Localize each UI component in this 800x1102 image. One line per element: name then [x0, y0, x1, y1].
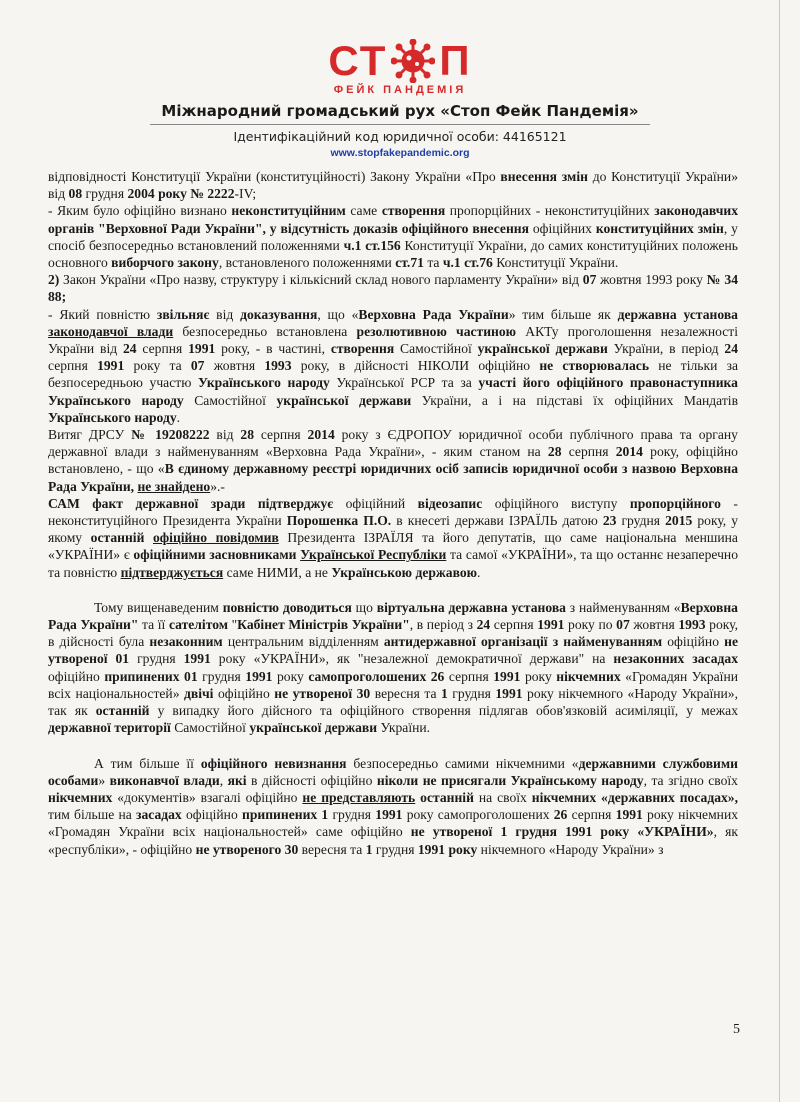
text-run: відеозапис	[417, 495, 483, 511]
text-run: центральним відділенням	[222, 634, 384, 650]
text-run: А тим більше її	[94, 755, 201, 771]
text-run: двічі	[184, 685, 214, 701]
paragraph-3	[48, 271, 738, 305]
text-run: жовтня 1993 року	[596, 272, 707, 288]
text-run: ст.71	[395, 255, 424, 271]
text-run: припинених 1	[241, 807, 329, 823]
text-run: віртуальна державна установа	[376, 599, 566, 615]
text-run: , як «республіки», - офіційно	[48, 824, 739, 857]
text-run: , та згідно своїх	[643, 772, 738, 788]
text-run: офіційними засновниками	[133, 547, 297, 563]
text-run: повністю доводиться	[222, 599, 352, 615]
text-run: офіційно	[662, 634, 725, 650]
paragraph-gap	[48, 737, 738, 755]
text-run: останній	[95, 703, 150, 719]
text-run: не утвореної 30	[274, 685, 371, 701]
text-run: антидержавної організації з найменуванням	[383, 634, 663, 650]
text-run: грудня	[129, 651, 184, 667]
text-run: ».-	[210, 478, 225, 494]
text-run: ,	[219, 772, 228, 788]
organization-name: Міжнародний громадський рух «Стоп Фейк Пандемія»	[161, 102, 639, 120]
text-run: № 34 88;	[48, 272, 738, 305]
text-run: Української Республіки	[300, 547, 447, 563]
text-run: останній	[420, 789, 474, 805]
text-run: вересня та	[370, 685, 441, 701]
text-run: серпня	[136, 341, 189, 357]
text-run: серпня	[561, 444, 616, 460]
text-run: року	[272, 668, 309, 684]
text-run: 07	[190, 358, 205, 374]
text-run: »	[98, 772, 110, 788]
text-run: Закон України «Про назву, структуру і кількісний склад нового парламенту України» від	[59, 272, 583, 288]
text-run: 1	[365, 841, 373, 857]
text-run: жовтня	[204, 358, 265, 374]
text-run: не створювалась	[539, 358, 650, 374]
text-run: Тому вищенаведеним	[94, 599, 223, 615]
text-run: 24	[476, 617, 491, 633]
text-run: та самої «УКРАЇНИ», та що останнє незаперечно та повністю	[48, 547, 738, 580]
text-run: України, в період	[607, 341, 725, 357]
letterhead	[0, 38, 800, 159]
text-run: 1991	[417, 841, 446, 857]
header-divider	[150, 124, 650, 125]
text-run: 24	[122, 341, 137, 357]
text-run: грудня	[616, 513, 666, 529]
text-run: , в період з	[409, 617, 477, 633]
text-run: внесення змін	[500, 169, 588, 184]
paragraph-1	[48, 168, 738, 202]
text-run: Конституції України, до самих конституційних положень основного	[48, 237, 738, 271]
text-run: у випадку його дійсного та офіційного створення підлягав обов'язковій асиміляції, у межах	[149, 703, 739, 719]
text-run: 24	[724, 341, 738, 357]
text-run: сателітом	[168, 617, 228, 633]
text-run: офіційний	[333, 495, 418, 511]
text-run: України, а і на підставі їх офіційних Мандатів	[411, 392, 738, 408]
text-run: з найменуванням «	[565, 599, 681, 615]
text-run: та	[423, 255, 443, 271]
text-run: створення	[330, 341, 395, 357]
text-run: - Який повністю	[48, 306, 157, 322]
paragraph-4	[48, 306, 738, 426]
text-run: 2014	[307, 427, 335, 443]
text-run: 1991	[188, 341, 216, 357]
text-run: Витяг ДРСУ	[48, 427, 132, 443]
text-run: 07	[616, 617, 630, 633]
text-run: «документів» взагалі офіційно	[112, 789, 303, 805]
text-run: 28	[240, 427, 254, 443]
text-run: року по	[564, 617, 617, 633]
text-run: серпня	[48, 358, 98, 374]
text-run: жовтня	[629, 617, 679, 633]
text-run: - неконституційного Президента України	[48, 495, 738, 529]
text-run: державної території	[48, 720, 171, 736]
text-run: року самопроголошених	[402, 807, 554, 823]
text-run: серпня	[490, 617, 538, 633]
text-run: року, офіційно встановлено, - що «	[48, 444, 738, 477]
text-run: року з ЄДРОПОУ юридичної особи публічного права та органу державної влади з найменуванням «Верховна Рада України», - яким станом на	[48, 427, 738, 460]
text-run: .	[176, 409, 181, 425]
paragraph-6	[48, 495, 738, 581]
text-run: офіційно	[48, 668, 105, 684]
text-run: не утвореного 30	[195, 841, 299, 857]
text-run: 1991	[495, 685, 523, 701]
organization-url[interactable]: www.stopfakepandemic.org	[330, 147, 470, 159]
text-run: засадах	[136, 807, 182, 823]
text-run: грудня	[372, 841, 418, 857]
text-run: офіційних	[528, 220, 596, 236]
text-run: 1991	[183, 651, 211, 667]
text-run: участі його офіційного правонаступника Українського народу	[48, 375, 738, 408]
text-run: резолютивною частиною	[356, 323, 517, 339]
text-run: саме	[345, 203, 382, 219]
text-run: ніколи	[376, 772, 419, 788]
text-run: безпосередньо самими нікчемними «	[346, 755, 579, 771]
text-run: 1991	[493, 668, 521, 684]
text-run: 2015	[665, 513, 693, 529]
text-run: САМ факт державної зради підтверджує	[48, 495, 334, 511]
text-run: виборчого закону	[111, 255, 219, 271]
text-run: року, в дійсності НІКОЛИ офіційно	[291, 358, 540, 374]
text-run	[144, 530, 153, 545]
text-run: 2004 року № 2222	[127, 186, 235, 202]
text-run: 28	[547, 444, 562, 460]
text-run: офіційного внесення	[401, 220, 529, 236]
text-run: не знайдено	[137, 478, 211, 494]
text-run: державна установа	[617, 306, 738, 322]
text-run: грудня	[82, 186, 128, 202]
paragraph-8	[48, 755, 738, 858]
text-run: серпня	[444, 668, 494, 684]
text-run: 1991	[375, 807, 403, 823]
paragraph-gap	[48, 581, 738, 599]
stop-logo	[0, 38, 800, 84]
text-run: 1993	[264, 358, 292, 374]
text-run: АКТу проголошення незалежності України від	[48, 323, 738, 357]
text-run: В єдиному державному реєстрі юридичних осіб записів юридичної особи з назвою Верховна Рада України,	[48, 461, 739, 494]
text-run: незаконних засадах	[613, 651, 738, 667]
text-run: 1993	[678, 617, 706, 633]
text-run: офіційно повідомив	[152, 530, 279, 546]
text-run: ч.1 ст.156	[343, 237, 401, 253]
paragraph-7	[48, 599, 738, 737]
text-run: року нікчемного «Народу України», так як	[48, 685, 738, 719]
text-run: року нікчемних «Громадян України всіх національностей» саме офіційно	[48, 807, 739, 840]
text-run: в кнесеті держави ІЗРАЇЛЬ датою	[391, 513, 603, 529]
text-run: до Конституції України» від	[48, 169, 739, 202]
text-run: та її	[138, 617, 169, 633]
text-run: 2014	[615, 444, 643, 460]
text-run: державними службовими особами	[48, 755, 738, 788]
text-run: незаконним	[149, 634, 223, 650]
paragraph-5	[48, 426, 738, 495]
text-run: пропорційного	[629, 495, 721, 511]
text-run: грудня	[447, 685, 496, 701]
text-run: від	[209, 427, 241, 443]
text-run: виконавчої влади	[109, 772, 220, 788]
scan-edge-line	[779, 0, 780, 1102]
text-run: Президента ІЗРАЇЛЯ та його депутатів, що саме національна меншина «УКРАЇНИ» є	[48, 530, 738, 563]
text-run: грудня	[197, 668, 246, 684]
text-run: 07	[582, 272, 597, 288]
text-run: , що «	[317, 306, 359, 322]
text-run: 26	[553, 807, 568, 823]
text-run: законодавчих органів "Верховної Ради України"	[48, 203, 738, 236]
text-run: Українською державою	[331, 564, 478, 580]
paragraph-2	[48, 202, 738, 271]
text-run: № 19208222	[131, 427, 210, 443]
text-run: української держави	[249, 720, 378, 736]
text-run: Української РСР та за	[329, 375, 479, 391]
text-run: ч.1 ст.76	[442, 255, 493, 271]
text-run: року, у якому	[48, 513, 739, 546]
text-run: Конституції України.	[492, 255, 619, 271]
text-run: створення	[381, 203, 446, 219]
text-run: 23	[602, 513, 617, 529]
text-run: не утвореної 1 грудня 1991 року «УКРАЇНИ»	[410, 824, 714, 840]
text-run: Самостійної	[183, 392, 277, 408]
text-run: української держави	[477, 341, 608, 357]
text-run: , у відсутність доказів	[262, 220, 402, 236]
text-run: які	[227, 772, 247, 788]
text-run: доказування	[240, 306, 318, 322]
text-run: офіційно	[213, 685, 275, 701]
text-run: неконституційним	[231, 203, 346, 219]
text-run: офіційного виступу	[482, 495, 630, 511]
text-run: конституційних змін	[595, 220, 724, 236]
text-run: звільняє	[156, 306, 210, 322]
text-run: 1991	[615, 807, 643, 823]
text-run: Самостійної	[170, 720, 250, 736]
text-run: припинених 01	[104, 668, 198, 684]
text-run: 1991	[97, 358, 125, 374]
text-run: року, в дійсності була	[48, 617, 738, 650]
text-run: відповідності Конституції України (конституційності) Закону України «Про	[48, 169, 501, 184]
logo-text-right: П	[439, 37, 472, 84]
text-run: .	[477, 564, 481, 580]
text-run: 08	[68, 186, 83, 202]
text-run: не представляють	[302, 789, 416, 805]
text-run: року «УКРАЇНИ», як "незалежної демократичної держави" на	[210, 651, 614, 667]
text-run: підтверджується	[120, 564, 224, 580]
text-run: безпосередньо встановлена	[173, 323, 357, 339]
text-run: 1991	[245, 668, 273, 684]
text-run: , у спосіб безпосередньо встановлений положеннями	[48, 220, 738, 253]
document-body	[48, 168, 738, 858]
text-run: 1	[440, 685, 448, 701]
text-run: що	[351, 599, 377, 615]
text-run: -IV;	[234, 186, 257, 202]
text-run: 2)	[48, 272, 60, 288]
text-run: "	[228, 617, 238, 633]
text-run: Українського народу	[48, 409, 177, 425]
text-run: Верховна Рада України	[358, 306, 509, 322]
text-run: року, - в частині,	[215, 341, 331, 357]
text-run: Кабінет Міністрів України"	[237, 617, 410, 633]
text-run: нікчемних	[556, 668, 621, 684]
text-run: серпня	[253, 427, 308, 443]
text-run: в дійсності офіційно	[246, 772, 377, 788]
text-run: не утвореної 01	[48, 634, 738, 667]
text-run: офіційного невизнання	[200, 755, 347, 771]
text-run: Самостійної	[394, 341, 478, 357]
text-run: нікчемних	[48, 789, 113, 805]
text-run: , встановленого положеннями	[218, 255, 396, 271]
text-run: року	[520, 668, 557, 684]
text-run: нікчемних «державних посадах»,	[531, 789, 739, 805]
text-run: від	[209, 306, 241, 322]
text-run: української держави	[276, 392, 412, 408]
logo-subtitle: ФЕЙК ПАНДЕМІЯ	[333, 84, 467, 96]
virus-icon	[391, 39, 435, 83]
text-run: тим більше на	[48, 807, 136, 823]
text-run: Верховна Рада України"	[48, 599, 738, 633]
page-number: 5	[733, 1022, 740, 1037]
text-run: 1991	[537, 617, 565, 633]
logo-text-left: СТ	[328, 37, 388, 84]
text-run: - Яким було офіційно визнано	[48, 203, 232, 219]
text-run: офіційно	[181, 807, 242, 823]
text-run: нікчемного «Народу України» з	[477, 841, 664, 857]
text-run: «Громадян України всіх національностей»	[48, 668, 738, 701]
text-run: Українського народу	[197, 375, 330, 391]
text-run: серпня	[567, 807, 616, 823]
text-run: року та	[124, 358, 191, 374]
text-run: на своїх	[473, 789, 532, 805]
text-run: грудня	[328, 807, 376, 823]
organization-code: Ідентифікаційний код юридичної особи: 44165121	[233, 129, 567, 144]
text-run: пропорційних - неконституційних	[445, 203, 655, 219]
text-run: року	[448, 841, 478, 857]
text-run: вересня та	[298, 841, 366, 857]
text-run: законодавчої влади	[48, 323, 174, 339]
text-run: Порошенка П.О.	[286, 513, 392, 529]
text-run: не присягали Українському народу	[422, 772, 644, 788]
text-run: України.	[377, 720, 431, 736]
text-run: останній	[90, 530, 145, 546]
text-run: не тільки за безпосередньою участю	[48, 358, 738, 391]
text-run: » тим більше як	[508, 306, 618, 322]
text-run: самопроголошених 26	[308, 668, 445, 684]
text-run: саме НИМИ, а не	[223, 564, 332, 580]
